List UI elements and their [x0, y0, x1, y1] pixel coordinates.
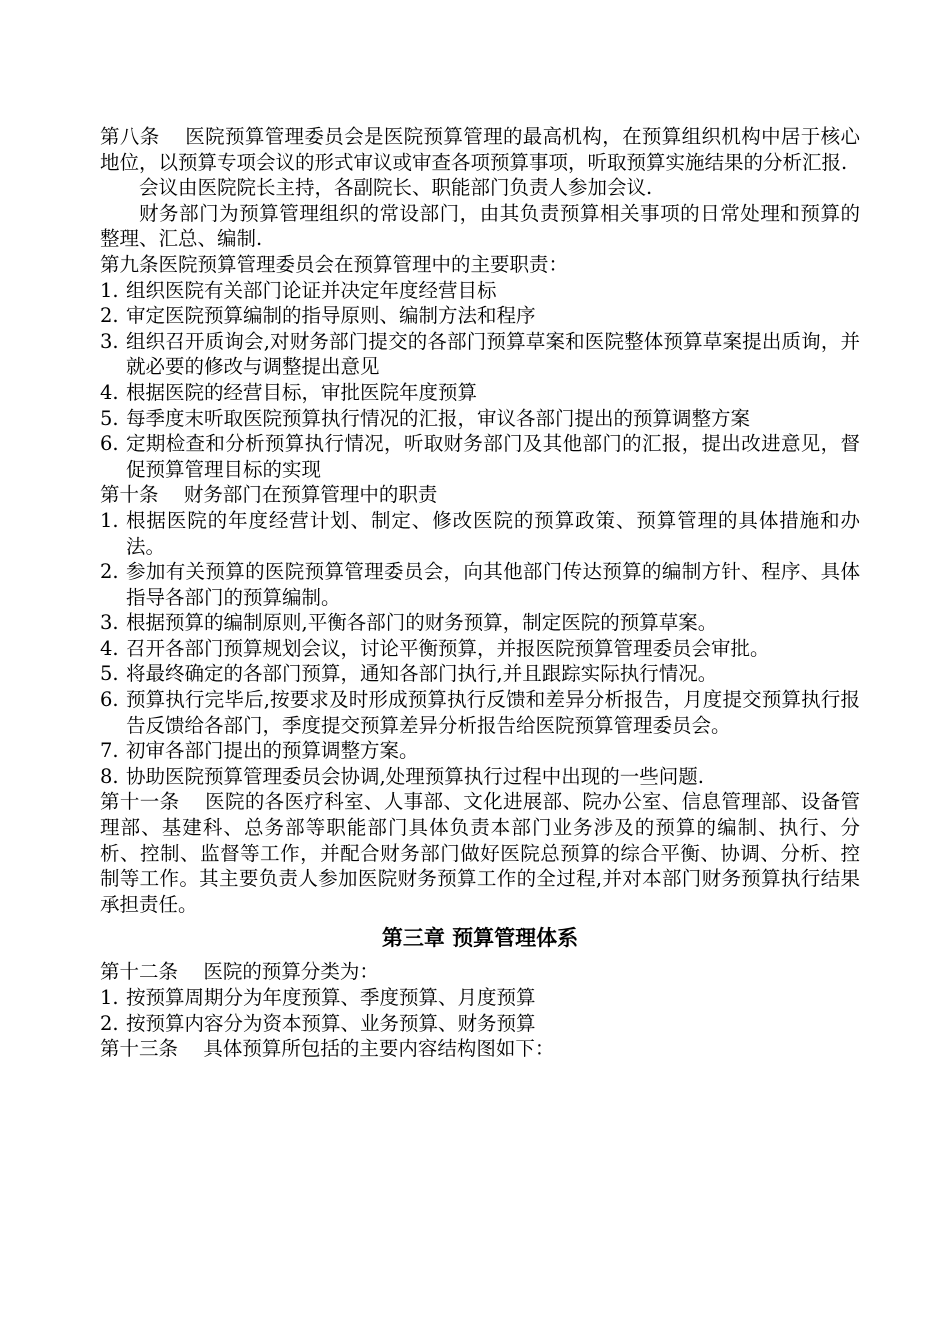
article-11-text: 医院的各医疗科室、人事部、文化进展部、院办公室、信息管理部、设备管理部、基建科、总务部等职能部门具体负责本部门业务涉及的预算的编制、执行、分析、控制、监督等工作，并配合财务部门做好医院总预算的综合平衡、协调、分析、控制等工作。其主要负责人参加医院财务预算工作的全过程,并对本部门财务预算执行结果承担责任。: [100, 790, 860, 916]
list-item-number: 5.: [100, 662, 119, 686]
article-13-label: 第十三条: [100, 1037, 179, 1061]
list-item-text: 审定医院预算编制的指导原则、编制方法和程序: [126, 304, 536, 328]
list-item-number: 1.: [100, 986, 119, 1009]
list-item-text: 召开各部门预算规划会议，讨论平衡预算，并报医院预算管理委员会审批。: [126, 636, 770, 660]
article-12-label: 第十二条: [100, 960, 179, 984]
list-item-text: 根据医院的年度经营计划、制定、修改医院的预算政策、预算管理的具体措施和办法。: [126, 508, 860, 558]
list-item-number: 3.: [100, 611, 119, 635]
article-11-label: 第十一条: [100, 790, 180, 814]
list-item: [100, 508, 860, 559]
list-item-number: 3.: [100, 329, 119, 353]
list-item-number: 2.: [100, 560, 119, 584]
article-8-text: 医院预算管理委员会是医院预算管理的最高机构，在预算组织机构中居于核心地位，以预算专项会议的形式审议或审查各项预算事项，听取预算实施结果的分析汇报.: [100, 125, 860, 174]
list-item: [100, 406, 860, 432]
list-item: [100, 278, 860, 304]
list-item-text: 将最终确定的各部门预算，通知各部门执行,并且跟踪实际执行情况。: [126, 662, 718, 686]
article-13-text: 具体预算所包括的主要内容结构图如下：: [203, 1037, 555, 1061]
list-item-text: 按预算周期分为年度预算、季度预算、月度预算: [126, 986, 536, 1009]
list-item-text: 预算执行完毕后,按要求及时形成预算执行反馈和差异分析报告，月度提交预算执行报告反馈给各部门，季度提交预算差异分析报告给医院预算管理委员会。: [126, 688, 860, 737]
list-item-text: 参加有关预算的医院预算管理委员会，向其他部门传达预算的编制方针、程序、具体指导各部门的预算编制。: [126, 560, 860, 609]
list-item: [100, 610, 860, 636]
list-item-text: 协助医院预算管理委员会协调,处理预算执行过程中出现的一些问题.: [126, 764, 704, 788]
list-item: [100, 687, 860, 738]
list-item-text: 组织召开质询会,对财务部门提交的各部门预算草案和医院整体预算草案提出质询，并就必要的修改与调整提出意见: [126, 329, 860, 379]
article-9-list: [100, 278, 860, 483]
article-8-label: 第八条: [100, 125, 160, 148]
list-item: [100, 1011, 860, 1037]
article-12-list: [100, 985, 860, 1036]
list-item-text: 每季度末听取医院预算执行情况的汇报，审议各部门提出的预算调整方案: [126, 406, 751, 430]
list-item: [100, 329, 860, 380]
list-item-text: 按预算内容分为资本预算、业务预算、财务预算: [126, 1011, 536, 1035]
list-item-text: 定期检查和分析预算执行情况，听取财务部门及其他部门的汇报，提出改进意见，督促预算管理目标的实现: [126, 432, 860, 481]
list-item-number: 7.: [100, 739, 119, 763]
list-item: [100, 303, 860, 329]
list-item: [100, 985, 860, 1011]
list-item: [100, 559, 860, 610]
list-item-number: 6.: [100, 432, 119, 456]
article-10-list: [100, 508, 860, 790]
article-12-heading: [100, 959, 860, 985]
list-item-number: 4.: [100, 380, 119, 404]
list-item: [100, 764, 860, 790]
article-8-paragraph-2: 会议由医院院长主持，各副院长、职能部门负责人参加会议.: [139, 176, 653, 200]
list-item-text: 根据预算的编制原则,平衡各部门的财务预算，制定医院的预算草案。: [126, 611, 718, 635]
article-8-paragraph-3: 财务部门为预算管理组织的常设部门，由其负责预算相关事项的日常处理和预算的整理、汇总、编制.: [100, 201, 860, 251]
article-8: [100, 124, 860, 175]
list-item-number: 2.: [100, 304, 119, 328]
list-item: [100, 431, 860, 482]
article-10-text: 财务部门在预算管理中的职责: [183, 483, 438, 507]
chapter-3-title: 第三章 预算管理体系: [381, 926, 579, 951]
list-item-number: 4.: [100, 636, 119, 660]
document-page: [100, 124, 860, 1062]
list-item-number: 8.: [100, 764, 119, 788]
list-item-text: 组织医院有关部门论证并决定年度经营目标: [126, 278, 497, 302]
list-item-number: 5.: [100, 406, 119, 430]
list-item-number: 1.: [100, 508, 119, 532]
list-item-text: 初审各部门提出的预算调整方案。: [126, 739, 419, 763]
list-item-number: 2.: [100, 1011, 119, 1035]
list-item: [100, 380, 860, 406]
article-13: [100, 1036, 860, 1062]
list-item: [100, 738, 860, 764]
list-item: [100, 661, 860, 687]
article-10-heading: [100, 482, 860, 508]
article-10-label: 第十条: [100, 483, 159, 507]
article-9-heading: 第九条医院预算管理委员会在预算管理中的主要职责：: [100, 252, 569, 276]
list-item-text: 根据医院的经营目标，审批医院年度预算: [126, 380, 478, 404]
article-11: [100, 789, 860, 917]
list-item: [100, 636, 860, 662]
list-item-number: 1.: [100, 278, 119, 302]
list-item-number: 6.: [100, 688, 119, 712]
article-12-text: 医院的预算分类为：: [203, 960, 379, 984]
